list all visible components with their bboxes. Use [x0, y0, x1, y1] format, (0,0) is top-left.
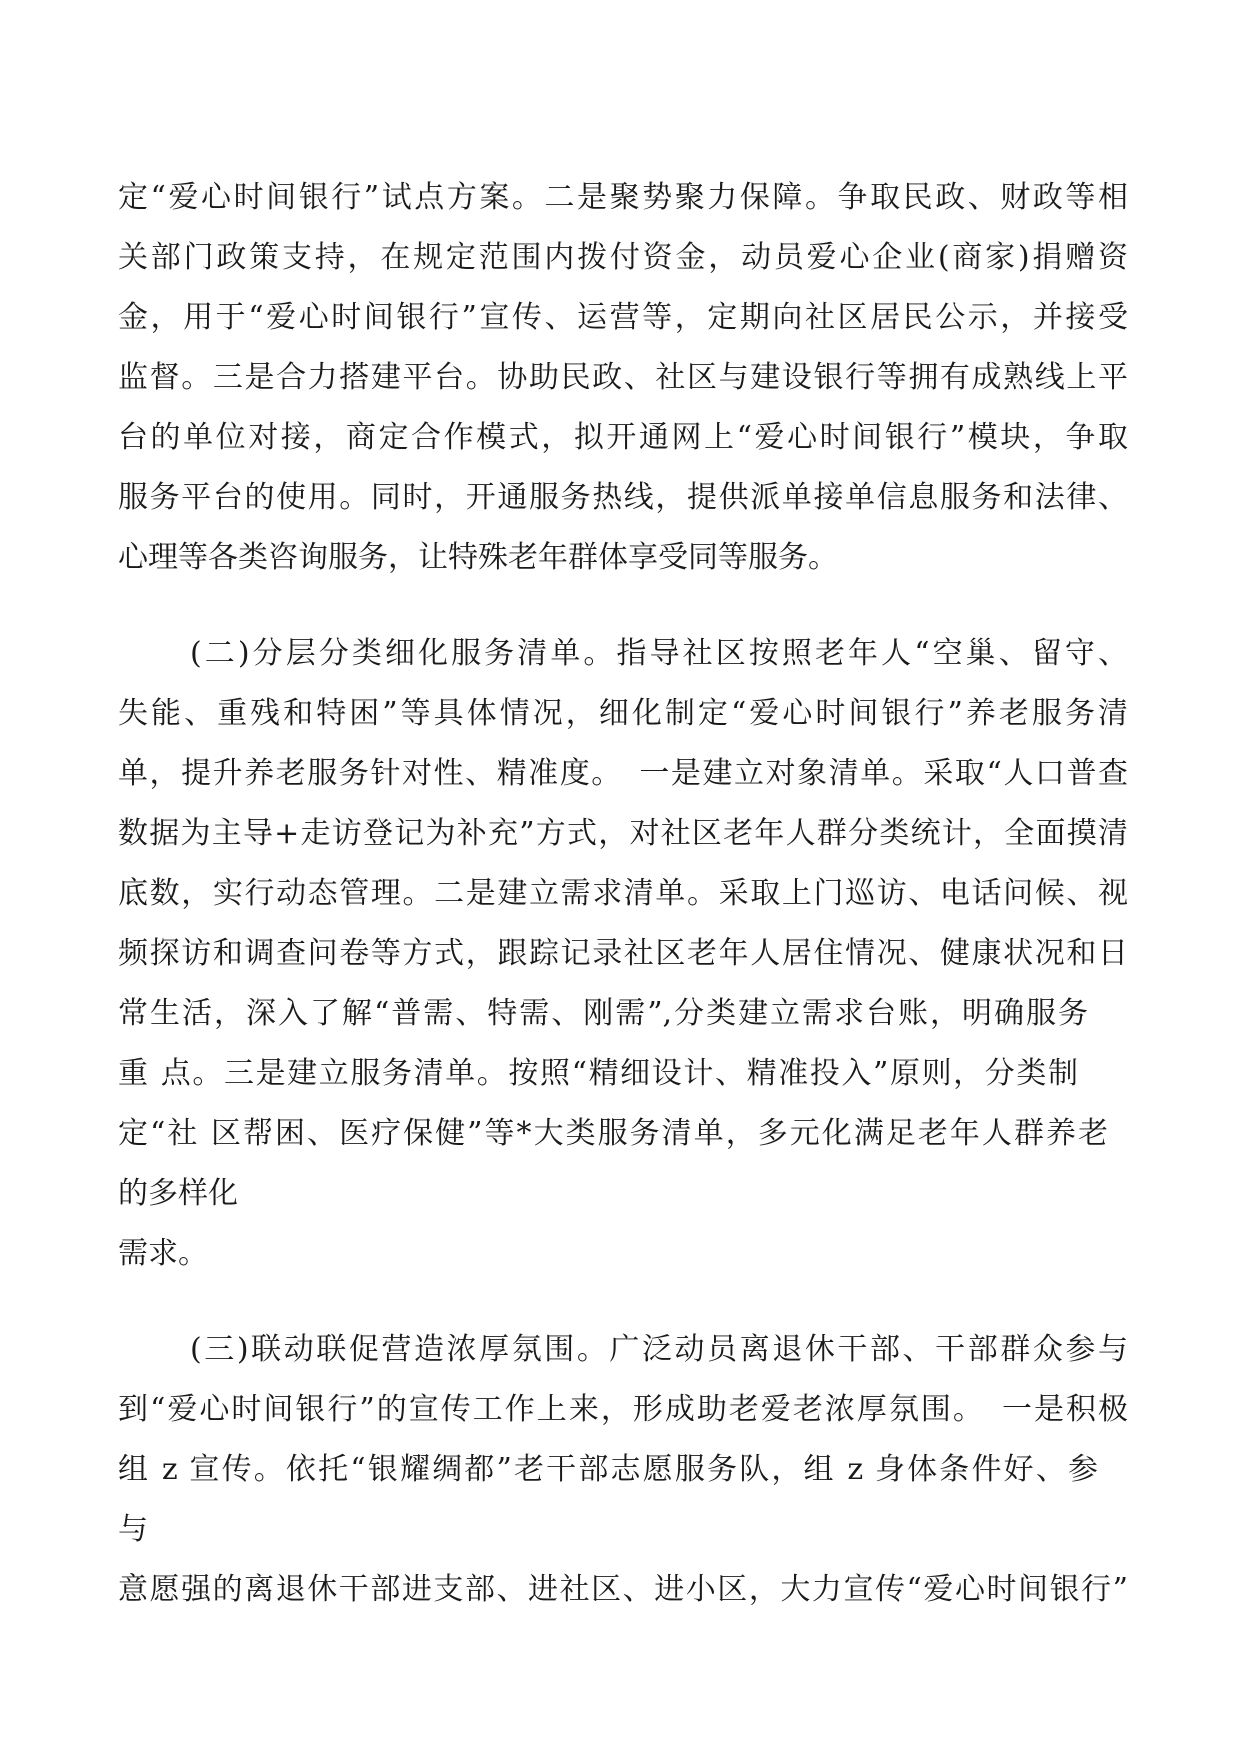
text-line: 需求。 — [118, 1236, 208, 1271]
text-line: 心理等各类咨询服务，让特殊老年群体享受同等服务。 — [118, 540, 838, 575]
text-line: 监督。三是合力搭建平台。协助民政、社区与建设银行等拥有成熟线上平 — [118, 360, 1128, 395]
paragraph-gap — [118, 1284, 1128, 1320]
text-line: 频探访和调查问卷等方式，跟踪记录社区老年人居住情况、健康状况和日 — [118, 936, 1128, 971]
text-line: (二)分层分类细化服务清单。指导社区按照老年人“空巢、留守、 — [190, 636, 1128, 671]
paragraph-2 — [118, 624, 1128, 1284]
text-line: 组 z 宣传。依托“银耀绸都”老干部志愿服务队，组 z 身体条件好、参 — [118, 1452, 1098, 1487]
text-line: 数据为主导+走访登记为补充”方式，对社区老年人群分类统计，全面摸清 — [118, 816, 1128, 851]
text-line: 关部门政策支持，在规定范围内拨付资金，动员爱心企业(商家)捐赠资 — [118, 240, 1128, 275]
text-line: 到“爱心时间银行”的宣传工作上来，形成助老爱老浓厚氛围。 一是积极 — [118, 1392, 1128, 1427]
text-line: 意愿强的离退休干部进支部、进社区、进小区，大力宣传“爱心时间银行” — [118, 1572, 1128, 1607]
text-line: 台的单位对接，商定合作模式，拟开通网上“爱心时间银行”模块，争取 — [118, 420, 1128, 455]
paragraph-3 — [118, 1320, 1128, 1620]
document-body — [118, 168, 1128, 1620]
text-line: 的多样化 — [118, 1176, 238, 1211]
paragraph-gap — [118, 588, 1128, 624]
text-line: 常生活，深入了解“普需、特需、刚需”,分类建立需求台账，明确服务 — [118, 996, 1088, 1031]
text-line: 与 — [118, 1512, 148, 1547]
text-line: 定“社 区帮困、医疗保健”等*大类服务清单，多元化满足老年人群养老 — [118, 1116, 1108, 1151]
text-line: (三)联动联促营造浓厚氛围。广泛动员离退休干部、干部群众参与 — [190, 1332, 1128, 1367]
text-line: 失能、重残和特困”等具体情况，细化制定“爱心时间银行”养老服务清 — [118, 696, 1128, 731]
text-line: 金，用于“爱心时间银行”宣传、运营等，定期向社区居民公示，并接受 — [118, 300, 1128, 335]
text-line: 服务平台的使用。同时，开通服务热线，提供派单接单信息服务和法律、 — [118, 480, 1128, 515]
text-line: 底数，实行动态管理。二是建立需求清单。采取上门巡访、电话问候、视 — [118, 876, 1128, 911]
paragraph-1 — [118, 168, 1128, 588]
text-line: 单，提升养老服务针对性、精准度。 一是建立对象清单。采取“人口普查 — [118, 756, 1128, 791]
text-line: 重 点。三是建立服务清单。按照“精细设计、精准投入”原则，分类制 — [118, 1056, 1078, 1091]
text-line: 定“爱心时间银行”试点方案。二是聚势聚力保障。争取民政、财政等相 — [118, 180, 1128, 215]
